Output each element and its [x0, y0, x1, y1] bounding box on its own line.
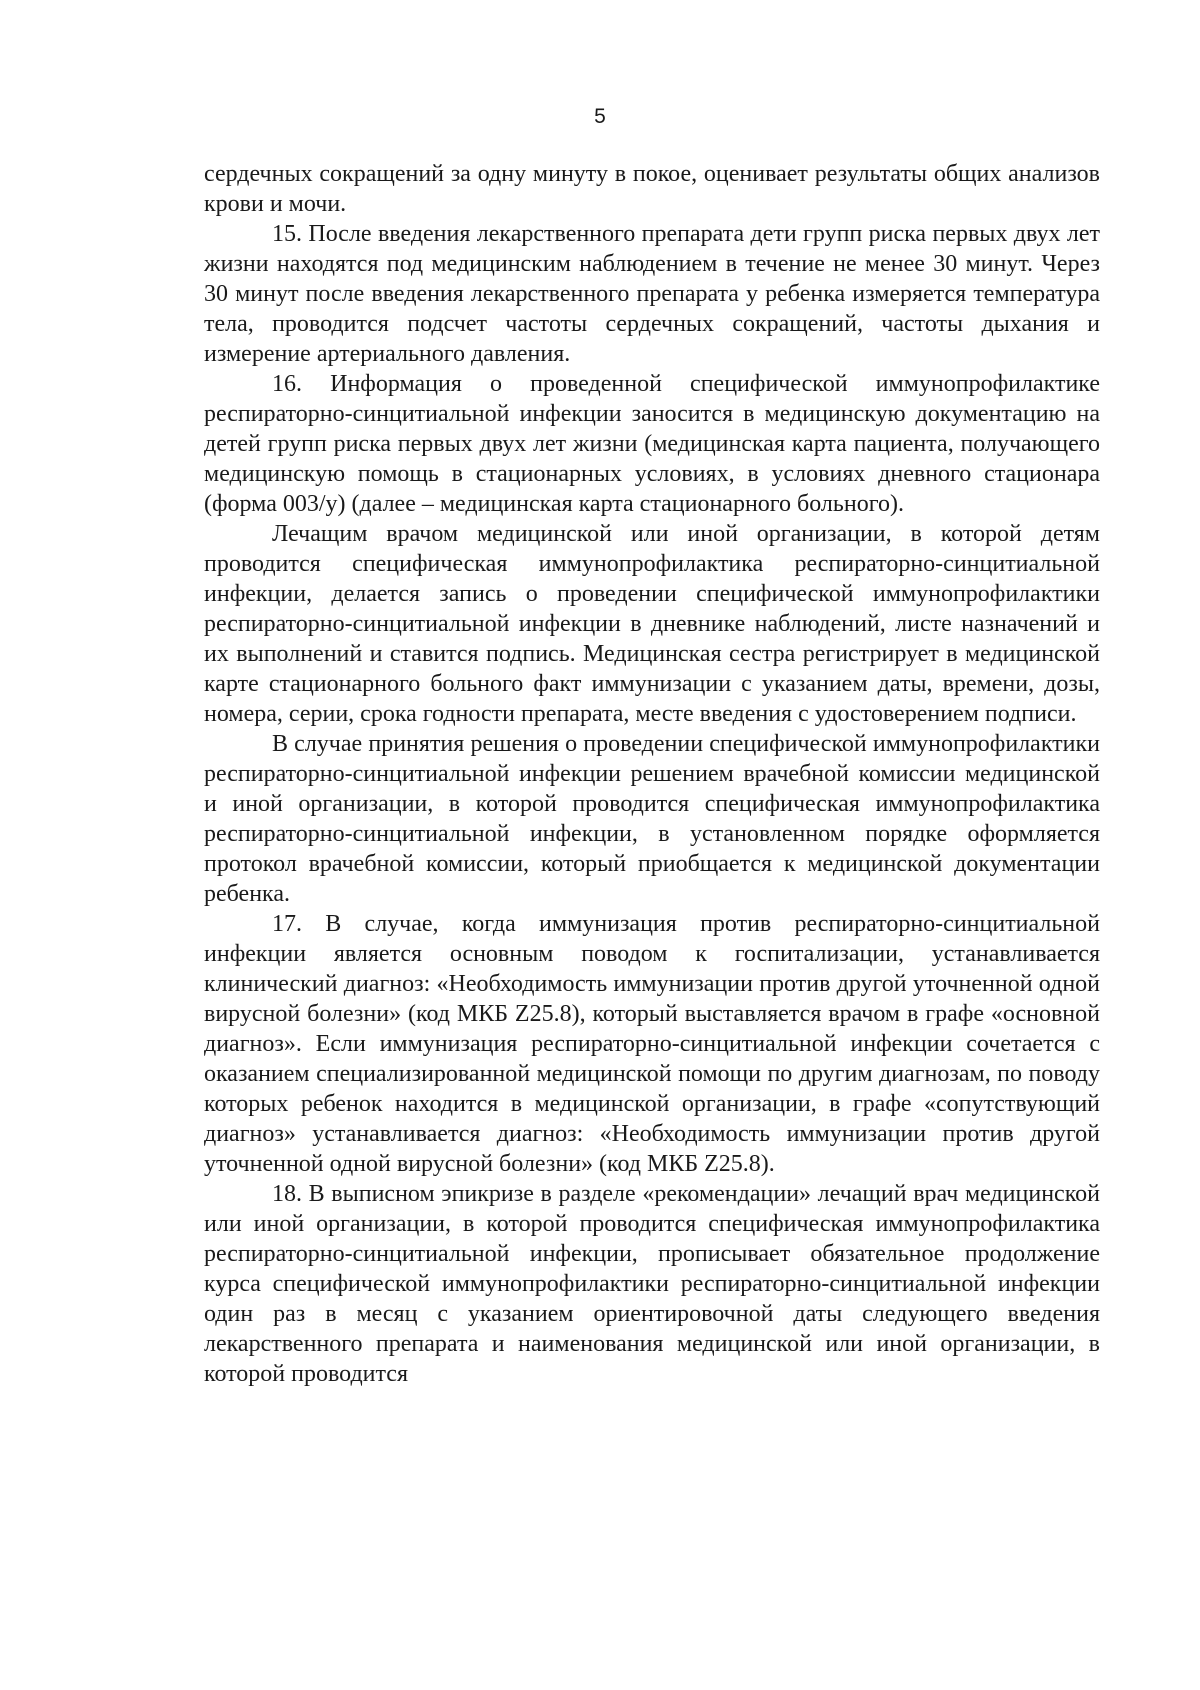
- page-number: 5: [594, 105, 606, 128]
- paragraph-attending-physician: Лечащим врачом медицинской или иной организации, в которой детям проводится специфическая иммунопрофилактика респираторно-синцитиальной инфекции, делается запись о проведении специфической иммунопрофилактики респираторно-синцитиальной инфекции в дневнике наблюдений, листе назначений и их выполнений и ставится подпись. Медицинская сестра регистрирует в медицинской карте стационарного больного факт иммунизации с указанием даты, времени, дозы, номера, серии, срока годности препарата, месте введения с удостоверением подписи.: [204, 521, 1100, 727]
- paragraph-medical-commission: В случае принятия решения о проведении специфической иммунопрофилактики респираторно-синцитиальной инфекции решением врачебной комиссии медицинской и иной организации, в которой проводится специфическая иммунопрофилактика респираторно-синцитиальной инфекции, в установленном порядке оформляется протокол врачебной комиссии, который приобщается к медицинской документации ребенка.: [204, 731, 1100, 907]
- paragraph-item-18: 18. В выписном эпикризе в разделе «рекомендации» лечащий врач медицинской или иной организации, в которой проводится специфическая иммунопрофилактика респираторно-синцитиальной инфекции, прописывает обязательное продолжение курса специфической иммунопрофилактики респираторно-синцитиальной инфекции один раз в месяц с указанием ориентировочной даты следующего введения лекарственного препарата и наименования медицинской или иной организации, в которой проводится: [204, 1181, 1100, 1387]
- paragraph-item-17: 17. В случае, когда иммунизация против респираторно-синцитиальной инфекции является основным поводом к госпитализации, устанавливается клинический диагноз: «Необходимость иммунизации против другой уточненной одной вирусной болезни» (код МКБ Z25.8), который выставляется врачом в графе «основной диагноз». Если иммунизация респираторно-синцитиальной инфекции сочетается с оказанием специализированной медицинской помощи по другим диагнозам, по поводу которых ребенок находится в медицинской организации, в графе «сопутствующий диагноз» устанавливается диагноз: «Необходимость иммунизации против другой уточненной одной вирусной болезни» (код МКБ Z25.8).: [204, 911, 1100, 1177]
- paragraph-continuation: сердечных сокращений за одну минуту в покое, оценивает результаты общих анализов крови и мочи.: [204, 161, 1100, 217]
- document-body: [204, 159, 1100, 1389]
- paragraph-item-16: 16. Информация о проведенной специфической иммунопрофилактике респираторно-синцитиальной инфекции заносится в медицинскую документацию на детей групп риска первых двух лет жизни (медицинская карта пациента, получающего медицинскую помощь в стационарных условиях, в условиях дневного стационара (форма 003/у) (далее – медицинская карта стационарного больного).: [204, 371, 1100, 517]
- paragraph-item-15: 15. После введения лекарственного препарата дети групп риска первых двух лет жизни находятся под медицинским наблюдением в течение не менее 30 минут. Через 30 минут после введения лекарственного препарата у ребенка измеряется температура тела, проводится подсчет частоты сердечных сокращений, частоты дыхания и измерение артериального давления.: [204, 221, 1100, 367]
